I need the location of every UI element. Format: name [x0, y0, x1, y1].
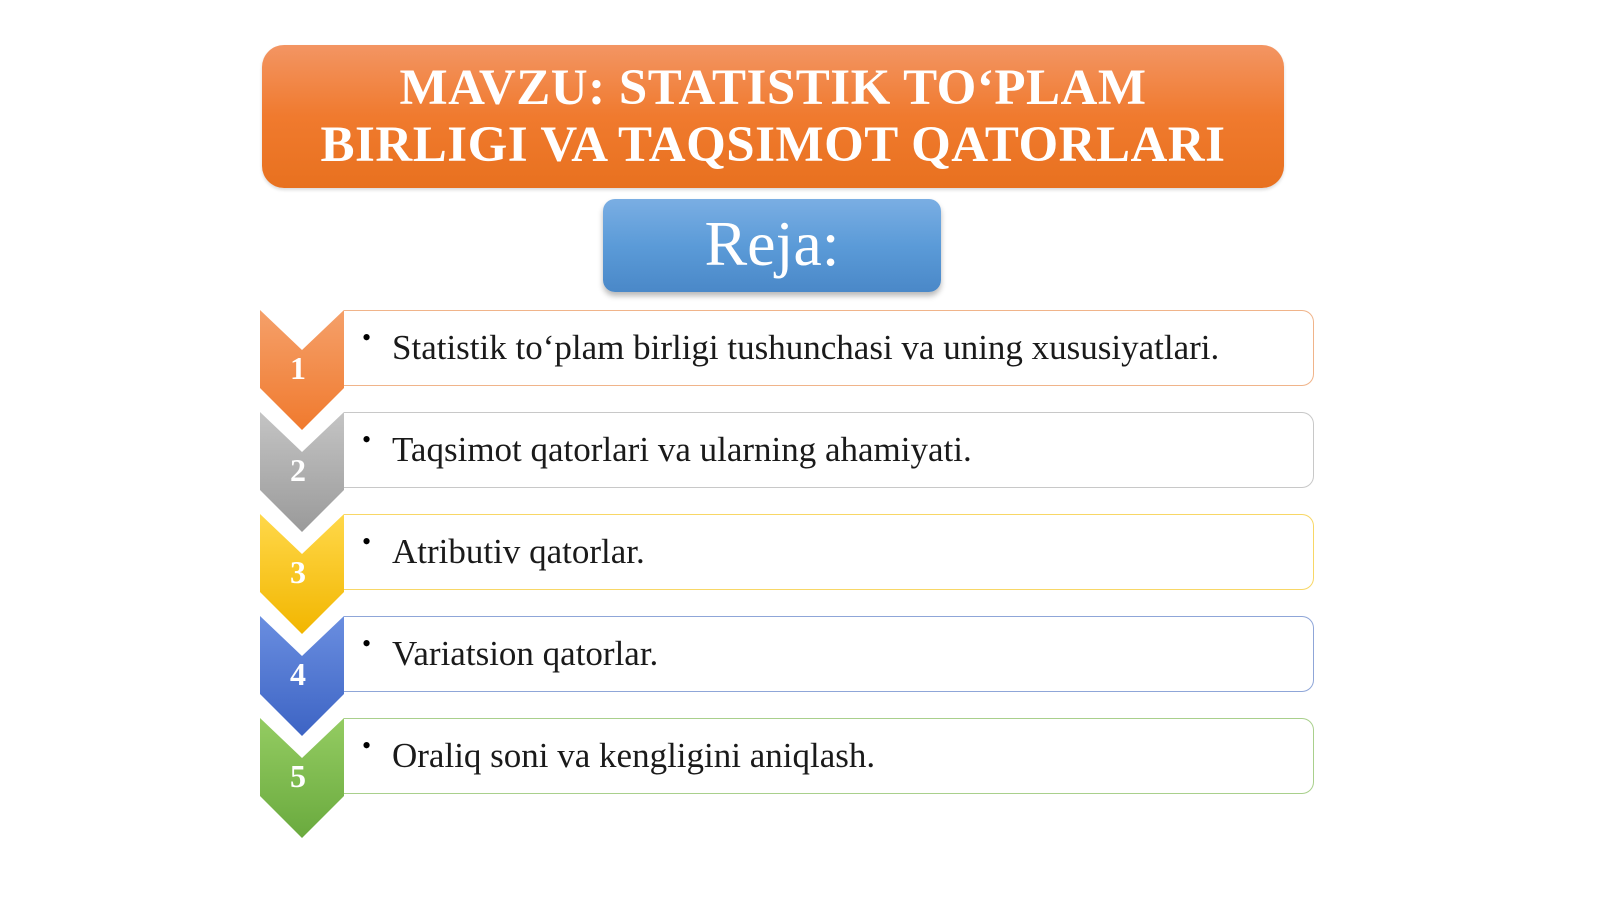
bullet-icon: • — [362, 527, 372, 556]
title-line-1: MAVZU: STATISTIK TO‘PLAM — [399, 59, 1147, 116]
plan-item-card — [344, 310, 1314, 386]
plan-item-text: Statistik to‘plam birligi tushunchasi va uning xususiyatlari. — [392, 328, 1220, 367]
list-item — [260, 718, 1315, 838]
title-line-2: BIRLIGI VA TAQSIMOT QATORLARI — [320, 116, 1226, 173]
step-number: 3 — [290, 554, 306, 590]
step-number: 2 — [290, 452, 306, 488]
bullet-icon: • — [362, 323, 372, 352]
plan-item-card — [344, 718, 1314, 794]
plan-item-card — [344, 514, 1314, 590]
bullet-icon: • — [362, 425, 372, 454]
plan-item-text: Taqsimot qatorlari va ularning ahamiyati. — [392, 430, 972, 469]
plan-item-text: Variatsion qatorlar. — [392, 634, 659, 673]
plan-item-card — [344, 616, 1314, 692]
step-number: 1 — [290, 350, 306, 386]
bullet-icon: • — [362, 629, 372, 658]
plan-item-text: Oraliq soni va kengligini aniqlash. — [392, 736, 876, 775]
step-number: 5 — [290, 758, 306, 794]
bullet-icon: • — [362, 731, 372, 760]
step-number: 4 — [290, 656, 306, 692]
plan-item-text: Atributiv qatorlar. — [392, 532, 645, 571]
plan-heading: Reja: — [704, 207, 840, 279]
plan-item-card — [344, 412, 1314, 488]
